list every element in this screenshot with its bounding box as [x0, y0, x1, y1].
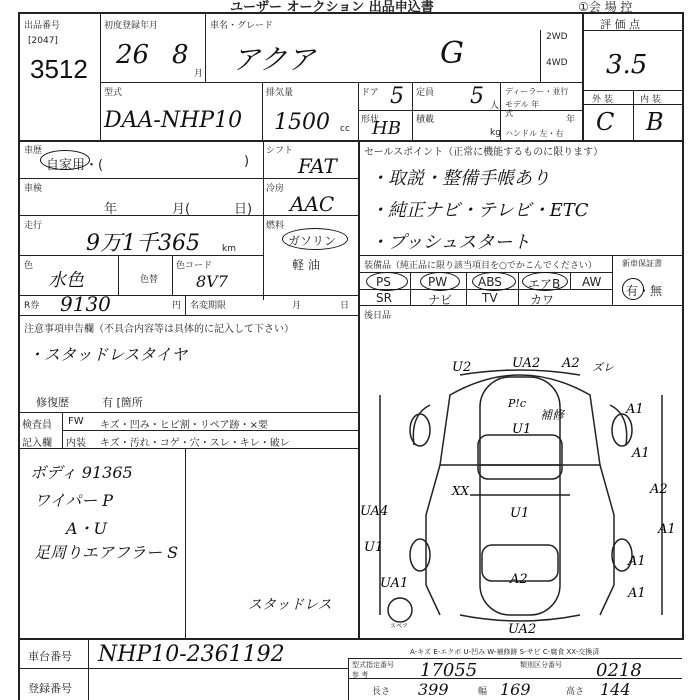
venue-label: ①会 場 控 — [578, 0, 633, 14]
inspector-note-2: ワイパー P — [34, 491, 114, 510]
dealer-label: ディーラー・並行 — [505, 87, 569, 96]
usage-circle — [40, 150, 90, 170]
equip-abs-circle — [472, 272, 516, 291]
rear-seat-label: 後日品 — [364, 311, 392, 321]
dims-label-1: 型式指定番号 — [352, 661, 394, 669]
color-label: 色 — [24, 261, 34, 271]
displacement-label: 排気量 — [266, 88, 294, 98]
recycle-value: 9130 — [60, 292, 111, 316]
color-change-label: 色替 — [140, 275, 159, 285]
recycle-unit: 円 — [172, 301, 182, 311]
registration-year: 26 — [116, 40, 150, 70]
drive-4wd[interactable]: 4WD — [546, 58, 568, 68]
new-car-value[interactable]: 有・無 — [626, 284, 663, 298]
rating-score: 3.5 — [606, 50, 648, 80]
equip-sr[interactable]: SR — [376, 291, 392, 305]
model-year-suffix: 年 — [566, 115, 576, 125]
equipment-label: 装備品（純正品に限り該当項目を○でかこんでください） — [364, 261, 597, 271]
model-year-label: モデル 年式 — [505, 100, 540, 118]
sales-point-1: ・取説・整備手帳あり — [370, 168, 550, 189]
diagram-label-a1-r5: A1 — [628, 586, 646, 601]
load-label: 積載 — [416, 115, 435, 125]
listing-number: 3512 — [30, 54, 88, 84]
diagram-label-a1-r1: A1 — [626, 402, 644, 417]
sales-point-2: ・純正ナビ・テレビ・ETC — [370, 200, 589, 221]
diagram-label-ua1: UA1 — [380, 576, 409, 591]
vehicle-name: アクア — [232, 43, 316, 76]
sales-points-label: セールスポイント（正常に機能するものに限ります） — [364, 147, 604, 158]
listing-number-label: 出品番号 — [24, 21, 61, 31]
chassis-label: 車台番号 — [28, 650, 72, 663]
mileage-value: 9万1千365 — [86, 231, 200, 256]
diagram-label-pic: P!c — [508, 397, 526, 410]
ac-value: AAC — [290, 192, 335, 216]
diagram-label-u2: U2 — [452, 360, 472, 375]
equip-airbag-circle — [522, 272, 568, 291]
spare-label: スペア — [390, 623, 409, 630]
shift-label: シフト — [266, 146, 294, 156]
ac-label: 冷房 — [266, 184, 285, 194]
damage-legend: A-キズ E-エクボ U-凹み W-補修跡 S-サビ C-腐食 XX-交換済 — [410, 648, 600, 656]
dims-ref: 参 考 — [352, 671, 369, 679]
capacity-value: 5 — [470, 84, 484, 109]
sales-point-3: ・プッシュスタート — [370, 232, 531, 253]
fuel-circle — [282, 228, 348, 250]
plate-label: 登録番号 — [28, 682, 72, 695]
doors-label: ドア — [361, 88, 379, 98]
exterior-label: 外 装 — [592, 95, 613, 105]
inspection-month: 月( — [172, 202, 191, 217]
name-change-month: 月 — [292, 301, 302, 311]
load-unit: kg — [490, 128, 501, 138]
diagram-label-a1-r4: A1 — [628, 554, 646, 569]
color-code-value: 8V7 — [196, 272, 228, 291]
model-value: DAA-NHP10 — [104, 108, 243, 133]
usage-close: ) — [244, 154, 250, 169]
capacity-unit: 人 — [490, 101, 500, 111]
height-label: 高さ — [566, 687, 585, 697]
dims-value-2: 0218 — [596, 660, 642, 681]
equip-tv[interactable]: TV — [482, 291, 498, 305]
new-car-circle — [622, 278, 644, 300]
vehicle-grade: G — [440, 36, 464, 71]
registration-month-unit: 月 — [194, 69, 204, 79]
name-change-day: 日 — [340, 301, 350, 311]
notes-entry: ・スタッドレスタイヤ — [28, 345, 188, 364]
diagram-label-ua2-bottom: UA2 — [508, 622, 537, 637]
drive-2wd[interactable]: 2WD — [546, 32, 568, 42]
vehicle-name-label: 車名・グレード — [210, 21, 274, 31]
equip-abs[interactable]: ABS — [478, 275, 502, 289]
chassis-value: NHP10-2361192 — [98, 642, 285, 667]
equip-pw-circle — [420, 272, 460, 291]
width-label: 幅 — [478, 687, 488, 697]
doors-value: 5 — [390, 84, 404, 109]
diagram-label-ua4: UA4 — [360, 504, 389, 519]
name-change-label: 名変期限 — [190, 301, 227, 311]
inspector-note-1: ボディ 91365 — [30, 463, 133, 482]
rating-label: 評 価 点 — [600, 18, 640, 31]
dims-value-1: 17055 — [420, 660, 478, 681]
diagram-label-u1-a: U1 — [512, 422, 532, 437]
interior-value: B — [646, 108, 664, 136]
car-damage-diagram — [360, 315, 682, 638]
inspector-note-5: スタッドレス — [248, 597, 332, 613]
new-car-label: 新車保証書 — [622, 259, 662, 268]
width-value: 169 — [500, 680, 531, 699]
equip-aw[interactable]: AW — [582, 275, 602, 289]
shape-label: 形状 — [361, 115, 380, 125]
dims-label-2: 類別区分番号 — [520, 661, 562, 669]
diagram-label-zure: ズレ — [592, 361, 614, 374]
length-value: 399 — [418, 680, 449, 699]
notes-label: 注意事項申告欄（不具合内容等は具体的に記入して下さい） — [24, 324, 294, 335]
exterior-value: C — [596, 108, 615, 136]
color-code-label: 色コード — [176, 261, 213, 271]
shape-value: HB — [372, 118, 401, 139]
interior-label: 内 装 — [640, 95, 661, 105]
checker-row2: キズ・汚れ・コゲ・穴・スレ・キレ・破レ — [100, 438, 290, 449]
diagram-label-u1-c: U1 — [364, 540, 384, 555]
shift-value: FAT — [298, 154, 337, 178]
diagram-label-xx: XX — [452, 484, 470, 498]
checker-row1-head: FW — [68, 416, 84, 427]
diagram-label-a2-r: A2 — [650, 482, 668, 497]
inspector-note-4: 足周りエアフラー S — [34, 543, 179, 562]
inspection-year: 年 — [104, 202, 118, 217]
model-label: 型式 — [104, 88, 123, 98]
diagram-label-repair: 補修 — [540, 408, 565, 422]
diagram-label-u1-b: U1 — [510, 506, 530, 521]
mileage-label: 走行 — [24, 221, 43, 231]
usage-value: 自家用・( — [46, 158, 104, 173]
equip-ps[interactable]: PS — [376, 275, 391, 289]
inspector-note-3: A・U — [66, 519, 108, 538]
equip-leather[interactable]: カワ — [530, 293, 555, 307]
checker-label-2: 記入欄 — [22, 438, 52, 449]
equip-airbag[interactable]: エアB — [528, 277, 561, 291]
color-value: 水色 — [48, 270, 84, 291]
checker-row1: キズ・凹み・ヒビ割・リペア跡・×要 — [100, 420, 268, 431]
fuel-value-1: ガソリン — [288, 234, 337, 248]
registration-label: 初度登録年月 — [104, 21, 159, 31]
fuel-label: 燃料 — [266, 221, 285, 231]
equip-navi[interactable]: ナビ — [428, 293, 453, 307]
checker-row2-head: 内装 — [66, 438, 86, 449]
header-title: ユーザー オークション 出品申込書 — [230, 0, 434, 15]
inspection-day: 日) — [234, 202, 253, 217]
equip-ps-circle — [366, 272, 408, 291]
height-value: 144 — [600, 680, 631, 699]
usage-label: 車歴 — [24, 146, 43, 156]
repair-label: 修復歴 — [36, 396, 69, 409]
displacement-value: 1500 — [274, 110, 330, 135]
equip-pw[interactable]: PW — [428, 275, 448, 289]
diagram-label-a2-top: A2 — [562, 356, 580, 371]
length-label: 長さ — [372, 687, 391, 697]
recycle-label: R券 — [24, 301, 40, 311]
mileage-unit: km — [222, 244, 236, 254]
capacity-label: 定員 — [416, 88, 435, 98]
handle-label: ハンドル 左・右 — [505, 129, 564, 138]
repair-value: 有 [箇所 — [102, 396, 143, 409]
diagram-label-a2-bottom: A2 — [510, 572, 528, 587]
inspection-label: 車検 — [24, 184, 43, 194]
diagram-label-a1-r3: A1 — [658, 522, 676, 537]
diagram-label-a1-r2: A1 — [632, 446, 650, 461]
fuel-value-2: 軽 油 — [292, 258, 320, 272]
checker-label-1: 検査員 — [22, 420, 52, 431]
diagram-label-ua2-top: UA2 — [512, 356, 541, 371]
displacement-unit: cc — [340, 124, 350, 134]
listing-sub-code: [2047] — [28, 36, 58, 46]
registration-month: 8 — [172, 40, 189, 70]
